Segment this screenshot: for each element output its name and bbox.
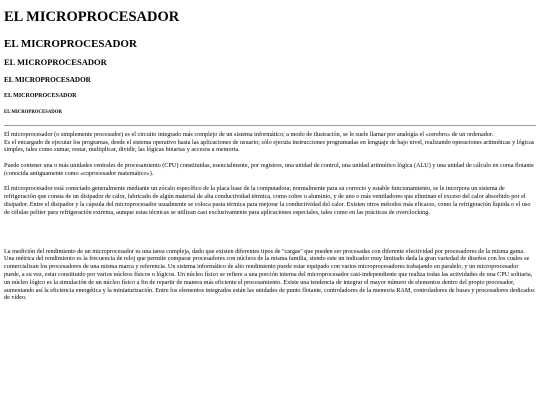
heading-level-5: EL MICROPROCESADOR	[4, 93, 77, 100]
heading-level-6: EL MICROPROCESADOR	[4, 110, 62, 116]
paragraph-intro	[4, 131, 536, 154]
heading-level-4: EL MICROPROCESADOR	[4, 76, 91, 85]
horizontal-divider	[4, 125, 536, 126]
heading-level-2: EL MICROPROCESADOR	[4, 37, 137, 50]
paragraph-performance: La medición del rendimiento de un microprocesador es una tarea compleja, dado que existen diferentes tipos de "cargas" que pueden ser procesadas con diferente efectividad por procesadores de la misma gama. Una métrica del rendimiento es la frecuencia de reloj que permite comparar procesadores con núcleos de la misma familia, siendo este un indicador muy limitado dada la gran variedad de diseños con los cuales se comercializan los procesadores de una misma marca y referencia. Un sistema informático de alto rendimiento puede estar equipado con varios microprocesadores trabajando en paralelo, y un microprocesador puede, a su vez, estar constituido por varios núcleos físicos o lógicos. Un núcleo físico se refiere a una porción interna del microprocesador casi-independiente que realiza todas las actividades de una CPU solitaria, un núcleo lógico es la simulación de un núcleo físico a fin de repartir de manera más eficiente el procesamiento. Existe una tendencia de integrar el mayor número de elementos dentro del propio procesador, aumentando así la eficiencia energética y la miniaturización. Entre los elementos integrados están las unidades de punto flotante, controladores de la memoria RAM, controladores de buses y procesadores dedicados de vídeo.	[4, 247, 535, 302]
paragraph-cpu-units: Puede contener una o más unidades centrales de procesamiento (CPU) constituidas, esencialmente, por registros, una unidad de control, una unidad aritmético lógica (ALU) y una unidad de cálculo en coma flotante (conocida antiguamente como «coprocesador matemático»).	[4, 161, 534, 177]
heading-level-3: EL MICROPROCESADOR	[4, 57, 107, 68]
paragraph-cooling: El microprocesador está conectado generalmente mediante un zócalo específico de la placa base de la computadora; normalmente para su correcto y estable funcionamiento, se le incorpora un sistema de refrigeración que consta de un disipador de calor, fabricado de algún material de alta conductividad térmica, como cobre o aluminio, y de uno o más ventiladores que eliminan el exceso del calor absorbido por el disipador. Entre el disipador y la cápsula del microprocesador usualmente se coloca pasta térmica para mejorar la conductividad del calor. Existen otros métodos más eficaces, como la refrigeración líquida o el uso de células peltier para refrigeración extrema, aunque estas técnicas se utilizan casi exclusivamente para aplicaciones especiales, tales como en las prácticas de overclocking.	[4, 185, 531, 216]
paragraph-intro-line-2: Es el encargado de ejecutar los programas, desde el sistema operativo hasta las aplicaciones de usuario; sólo ejecuta instrucciones programadas en lenguaje de bajo nivel, realizando operaciones aritméticas y lógicas simples, tales como sumar, restar, multiplicar, dividir, las lógicas binarias y accesos a memoria.	[4, 138, 535, 154]
paragraph-intro-line-1: El microprocesador (o simplemente procesador) es el circuito integrado más complejo de un sistema informático; a modo de ilustración, se le suele llamar por analogía el «cerebro» de un ordenador.	[4, 130, 494, 138]
heading-level-1: EL MICROPROCESADOR	[4, 9, 180, 25]
